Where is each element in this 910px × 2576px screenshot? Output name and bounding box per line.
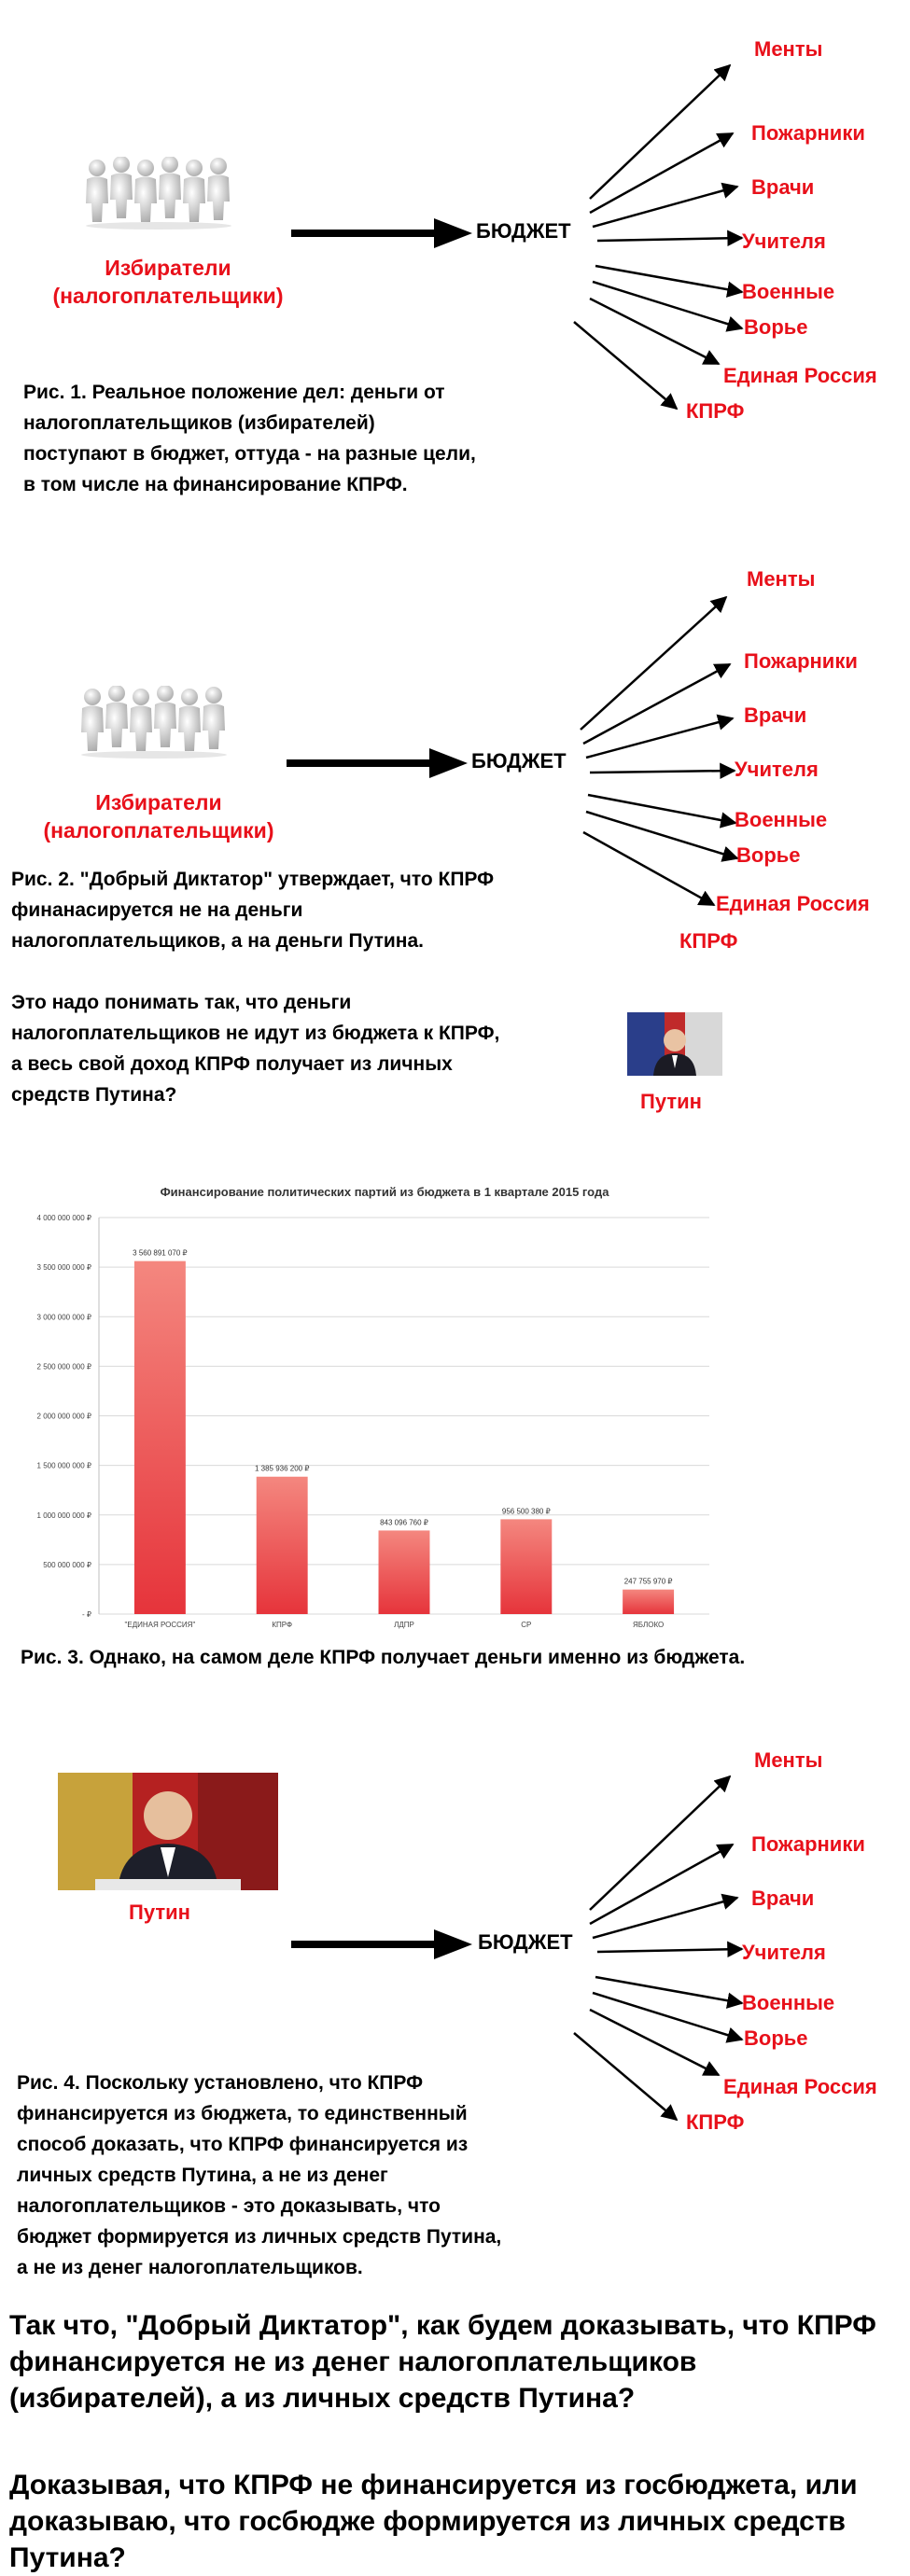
funding-bar-chart [0,1157,910,1642]
budget-label: БЮДЖЕТ [476,219,571,243]
x-tick-label: "ЕДИНАЯ РОССИЯ" [124,1621,196,1629]
destination-voennye: Военные [742,1991,835,2014]
destination-kprf: КПРФ [686,2110,745,2134]
destination-voennye: Военные [742,280,835,303]
destination-pozharniki: Пожарники [744,649,858,673]
bar [257,1477,308,1614]
caption-fig-2: Рис. 2. "Добрый Диктатор" утверждает, что КПРФ финанасируется не на деньги налогоплательщиков, а на деньги Путина. Это надо понимать так, что деньги налогоплательщиков не идут из бюджета к КПРФ, а весь свой доход КПРФ получает из личных средств Путина? [11,869,500,1106]
destination-menty: Менты [754,1748,823,1772]
y-tick-label: 500 000 000 ₽ [43,1560,91,1569]
destination-uchitelya: Учителя [735,758,819,781]
putin-label: Путин [640,1090,702,1113]
x-tick-label: ЛДПР [394,1621,414,1629]
destination-pozharniki: Пожарники [751,1832,865,1856]
figure-1 [0,0,910,522]
destination-edinaya-rossiya: Единая Россия [723,364,877,387]
caption-fig-1: Рис. 1. Реальное положение дел: деньги от налогоплательщиков (избирателей) поступают в бюджет, оттуда - на разные цели, в том числе на финансирование КПРФ. [23,382,476,495]
figure-3 [0,1157,910,1707]
destination-pozharniki: Пожарники [751,121,865,145]
y-tick-label: 3 000 000 000 ₽ [36,1313,91,1322]
y-tick-label: 2 000 000 000 ₽ [36,1412,91,1421]
question-1: Так что, "Добрый Диктатор", как будем доказывать, что КПРФ финансируется не из денег налогоплательщиков (избирателей), а из личных средств Путина? [9,2310,876,2414]
bar-value-label: 843 096 760 ₽ [380,1518,428,1527]
destination-kprf: КПРФ [686,399,745,423]
destination-vrachi: Врачи [744,703,807,727]
x-tick-label: КПРФ [272,1621,293,1629]
y-tick-label: 2 500 000 000 ₽ [36,1362,91,1372]
figure-4 [0,1707,910,2304]
destination-menty: Менты [754,37,823,61]
bar-value-label: 956 500 380 ₽ [501,1507,551,1516]
putin-photo [627,1012,722,1076]
caption-fig-3: Рис. 3. Однако, на самом деле КПРФ получает деньги именно из бюджета. [21,1647,746,1668]
budget-label: БЮДЖЕТ [478,1930,573,1954]
budget-label: БЮДЖЕТ [471,749,567,773]
bar [134,1261,186,1614]
question-2: Доказывая, что КПРФ не финансируется из госбюджета, или доказываю, что госбюдже формируется из личных средств Путина? [9,2470,858,2573]
destination-edinaya-rossiya: Единая Россия [716,892,870,915]
x-tick-label: СР [521,1621,532,1629]
destination-uchitelya: Учителя [742,1941,826,1964]
bar [500,1519,552,1614]
bar-value-label: 3 560 891 070 ₽ [133,1248,188,1258]
bar-value-label: 247 755 970 ₽ [623,1577,673,1586]
destination-vorye: Ворье [744,315,808,339]
taxpayers-label: Избиратели (налогоплательщики) [43,790,274,842]
destination-uchitelya: Учителя [742,230,826,253]
destination-vrachi: Врачи [751,175,815,199]
x-tick-label: ЯБЛОКО [632,1621,665,1629]
destination-kprf: КПРФ [679,929,738,953]
y-tick-label: 4 000 000 000 ₽ [36,1214,91,1222]
destination-vorye: Ворье [736,843,801,867]
y-tick-label: 1 000 000 000 ₽ [36,1511,91,1520]
figure-2 [0,522,910,1157]
y-tick-label: 1 500 000 000 ₽ [36,1461,91,1470]
y-tick-label: - ₽ [82,1610,91,1619]
bar [623,1590,674,1614]
bar-value-label: 1 385 936 200 ₽ [254,1464,310,1473]
destination-vorye: Ворье [744,2026,808,2050]
bar [379,1530,430,1614]
destination-edinaya-rossiya: Единая Россия [723,2075,877,2098]
taxpayers-label: Избиратели (налогоплательщики) [52,256,284,308]
destination-voennye: Военные [735,808,828,831]
destination-menty: Менты [747,567,816,591]
putin-label: Путин [129,1901,190,1924]
destination-vrachi: Врачи [751,1887,815,1910]
caption-fig-4: Рис. 4. Поскольку установлено, что КПРФ финансируется из бюджета, то единственный способ доказать, что КПРФ финансируется из личных средств Путина, а не из денег налогоплательщиков - это доказывать, что бюджет формируется из личных средств Путина, а не из денег налогоплательщиков. [17,2072,502,2278]
chart-title: Финансирование политических партий из бюджета в 1 квартале 2015 года [160,1185,609,1199]
y-tick-label: 3 500 000 000 ₽ [36,1263,91,1273]
